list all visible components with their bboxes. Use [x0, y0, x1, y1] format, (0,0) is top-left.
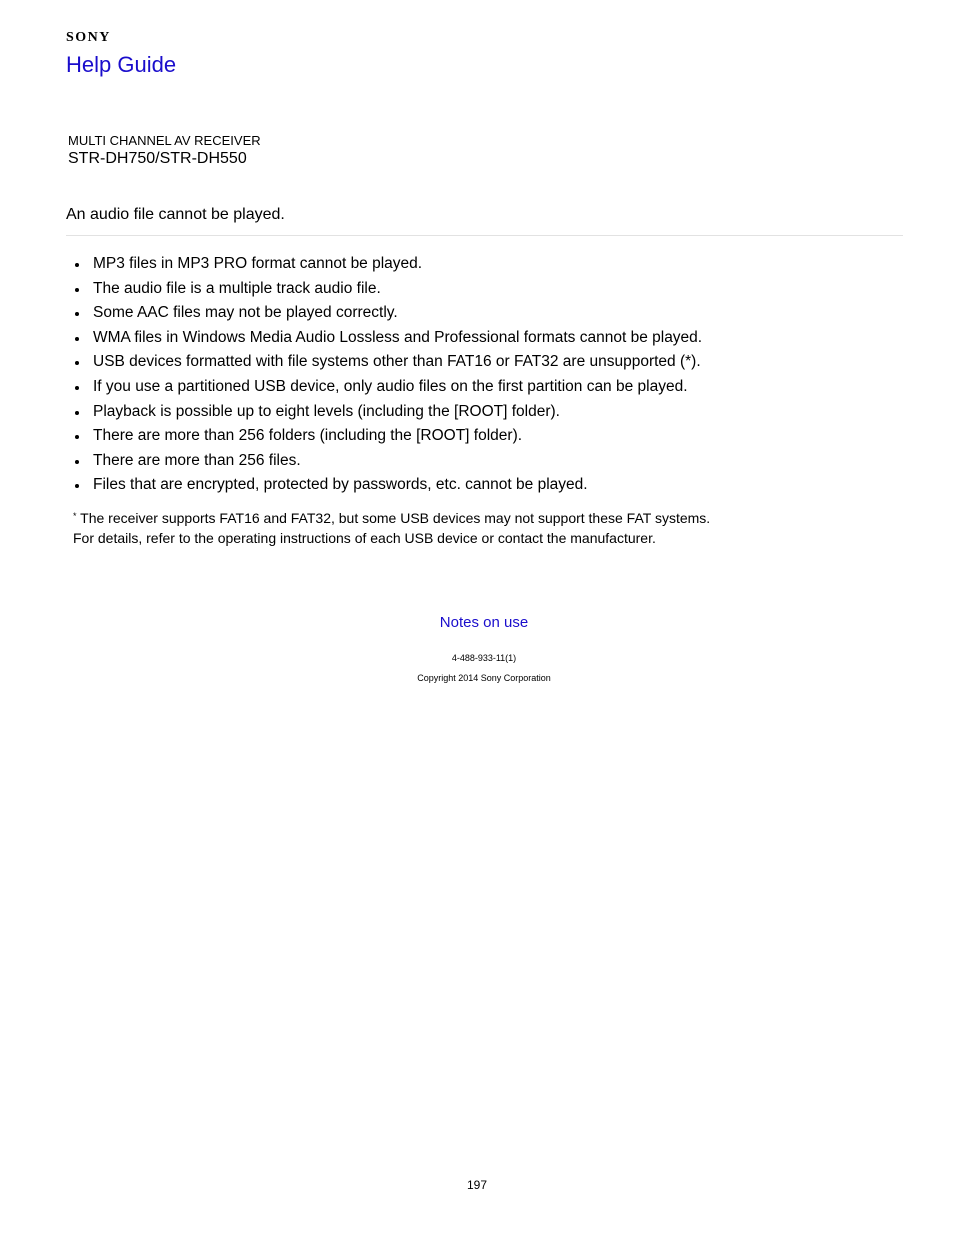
list-item: USB devices formatted with file systems other than FAT16 or FAT32 are unsupported (*).	[72, 352, 702, 377]
list-item: Files that are encrypted, protected by passwords, etc. cannot be played.	[72, 475, 702, 500]
page-number: 197	[466, 1178, 488, 1192]
model-name: STR-DH750/STR-DH550	[68, 150, 247, 167]
help-guide-link[interactable]: Help Guide	[66, 52, 177, 77]
notes-on-use-link[interactable]: Notes on use	[439, 614, 529, 631]
list-item: Playback is possible up to eight levels (including the [ROOT] folder).	[72, 402, 702, 427]
document-number: 4-488-933-11(1)	[451, 653, 517, 663]
footnote-line-1	[73, 508, 710, 528]
copyright: Copyright 2014 Sony Corporation	[417, 673, 551, 683]
footnote	[73, 508, 710, 548]
list-item: There are more than 256 folders (including the [ROOT] folder).	[72, 426, 702, 451]
sony-logo: SONY	[66, 30, 111, 45]
page-title: An audio file cannot be played.	[66, 206, 285, 223]
list-item: There are more than 256 files.	[72, 451, 702, 476]
list-item: Some AAC files may not be played correctly.	[72, 303, 702, 328]
cause-list	[72, 254, 702, 500]
title-divider	[66, 235, 903, 236]
list-item: The audio file is a multiple track audio file.	[72, 279, 702, 304]
list-item: If you use a partitioned USB device, only audio files on the first partition can be played.	[72, 377, 702, 402]
footnote-text-1: The receiver supports FAT16 and FAT32, but some USB devices may not support these FAT systems.	[76, 510, 711, 526]
footnote-marker: *	[73, 511, 77, 521]
product-category: MULTI CHANNEL AV RECEIVER	[68, 133, 261, 148]
list-item: WMA files in Windows Media Audio Lossless and Professional formats cannot be played.	[72, 328, 702, 353]
list-item: MP3 files in MP3 PRO format cannot be played.	[72, 254, 702, 279]
footnote-line-2: For details, refer to the operating instructions of each USB device or contact the manufacturer.	[73, 530, 656, 546]
